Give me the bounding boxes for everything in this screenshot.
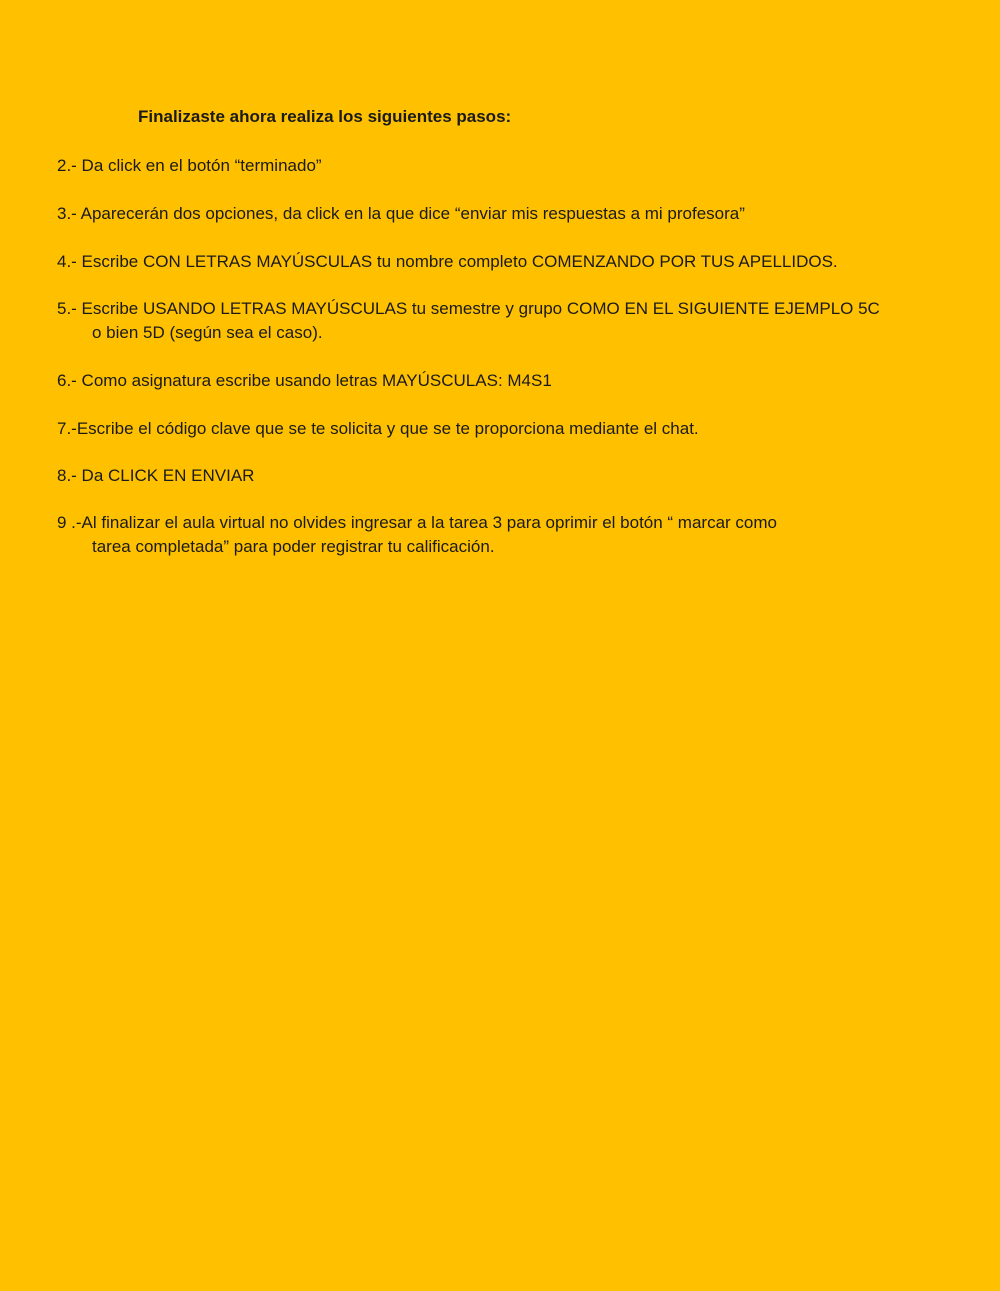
step-4 (57, 250, 838, 274)
instructions-heading: Finalizaste ahora realiza los siguientes pasos: (138, 107, 512, 126)
step-8-text: 8.- Da CLICK EN ENVIAR (57, 466, 255, 485)
step-7 (57, 417, 699, 441)
step-5-text: 5.- Escribe USANDO LETRAS MAYÚSCULAS tu semestre y grupo COMO EN EL SIGUIENTE EJEMPLO 5C (57, 299, 880, 318)
step-6-text: 6.- Como asignatura escribe usando letras MAYÚSCULAS: M4S1 (57, 371, 552, 390)
step-3 (57, 202, 745, 226)
step-6 (57, 369, 552, 393)
step-8 (57, 464, 254, 488)
step-3-text: 3.- Aparecerán dos opciones, da click en la que dice “enviar mis respuestas a mi profesora” (57, 204, 745, 223)
step-2-text: 2.- Da click en el botón “terminado” (57, 156, 322, 175)
step-9 (57, 511, 777, 559)
step-2 (57, 154, 322, 178)
step-5 (57, 297, 880, 345)
step-9-text: 9 .-Al finalizar el aula virtual no olvides ingresar a la tarea 3 para oprimir el botón “ marcar como (57, 513, 777, 532)
step-9-continuation: tarea completada” para poder registrar tu calificación. (92, 537, 495, 556)
step-4-text: 4.- Escribe CON LETRAS MAYÚSCULAS tu nombre completo COMENZANDO POR TUS APELLIDOS. (57, 252, 838, 271)
step-5-continuation: o bien 5D (según sea el caso). (92, 323, 323, 342)
step-7-text: 7.-Escribe el código clave que se te solicita y que se te proporciona mediante el chat. (57, 419, 699, 438)
